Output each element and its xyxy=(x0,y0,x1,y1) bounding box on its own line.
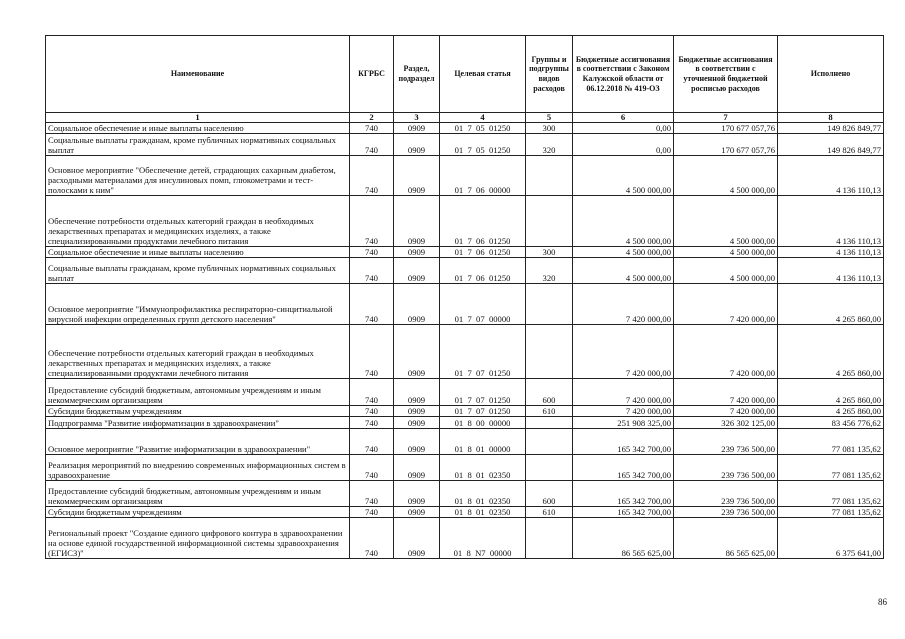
row-group: 600 xyxy=(526,379,573,406)
row-section: 0909 xyxy=(394,196,440,247)
row-law-amount: 7 420 000,00 xyxy=(573,406,674,417)
row-group xyxy=(526,455,573,481)
row-name: Основное мероприятие "Развитие информатизации в здравоохранении" xyxy=(46,429,350,455)
column-number: 4 xyxy=(440,113,526,123)
budget-table xyxy=(45,35,884,559)
row-group: 600 xyxy=(526,481,573,507)
row-section: 0909 xyxy=(394,429,440,455)
row-law-amount: 7 420 000,00 xyxy=(573,325,674,379)
row-name: Предоставление субсидий бюджетным, автономным учреждениям и иным некоммерческим организациям xyxy=(46,481,350,507)
header-executed: Исполнено xyxy=(778,36,884,113)
row-law-amount: 251 908 325,00 xyxy=(573,417,674,429)
row-name: Основное мероприятие "Обеспечение детей, страдающих сахарным диабетом, расходными материалами для инсулиновых помп, глюкометрами и тест-полосками к ним" xyxy=(46,156,350,196)
row-name: Предоставление субсидий бюджетным, автономным учреждениям и иным некоммерческим организациям xyxy=(46,379,350,406)
row-kgrbs: 740 xyxy=(350,481,394,507)
header-refined: Бюджетные ассигнования в соответствии с уточненной бюджетной росписью расходов xyxy=(674,36,778,113)
row-section: 0909 xyxy=(394,518,440,559)
row-executed-amount: 4 136 110,13 xyxy=(778,258,884,284)
row-section: 0909 xyxy=(394,156,440,196)
column-number: 8 xyxy=(778,113,884,123)
row-law-amount: 165 342 700,00 xyxy=(573,507,674,518)
row-executed-amount: 77 081 135,62 xyxy=(778,429,884,455)
row-refined-amount: 86 565 625,00 xyxy=(674,518,778,559)
row-refined-amount: 239 736 500,00 xyxy=(674,507,778,518)
row-law-amount: 7 420 000,00 xyxy=(573,284,674,325)
row-law-amount: 165 342 700,00 xyxy=(573,429,674,455)
row-group xyxy=(526,284,573,325)
row-refined-amount: 7 420 000,00 xyxy=(674,325,778,379)
table-row xyxy=(46,123,884,134)
row-executed-amount: 4 136 110,13 xyxy=(778,247,884,258)
row-refined-amount: 4 500 000,00 xyxy=(674,156,778,196)
row-kgrbs: 740 xyxy=(350,196,394,247)
row-name: Субсидии бюджетным учреждениям xyxy=(46,507,350,518)
row-section: 0909 xyxy=(394,417,440,429)
row-name: Подпрограмма "Развитие информатизации в здравоохранении" xyxy=(46,417,350,429)
row-group xyxy=(526,429,573,455)
row-refined-amount: 7 420 000,00 xyxy=(674,284,778,325)
row-law-amount: 86 565 625,00 xyxy=(573,518,674,559)
row-group: 300 xyxy=(526,123,573,134)
row-target: 01 7 06 00000 xyxy=(440,156,526,196)
row-law-amount: 4 500 000,00 xyxy=(573,247,674,258)
row-law-amount: 4 500 000,00 xyxy=(573,258,674,284)
row-target: 01 7 07 01250 xyxy=(440,379,526,406)
row-target: 01 8 00 00000 xyxy=(440,417,526,429)
row-kgrbs: 740 xyxy=(350,518,394,559)
header-section: Раздел, подраздел xyxy=(394,36,440,113)
row-name: Социальное обеспечение и иные выплаты населению xyxy=(46,123,350,134)
row-name: Реализация мероприятий по внедрению современных информационных систем в здравоохранение xyxy=(46,455,350,481)
row-executed-amount: 4 136 110,13 xyxy=(778,196,884,247)
row-executed-amount: 4 136 110,13 xyxy=(778,156,884,196)
row-law-amount: 7 420 000,00 xyxy=(573,379,674,406)
row-refined-amount: 4 500 000,00 xyxy=(674,196,778,247)
table-row xyxy=(46,325,884,379)
row-executed-amount: 4 265 860,00 xyxy=(778,379,884,406)
row-executed-amount: 4 265 860,00 xyxy=(778,325,884,379)
row-name: Социальные выплаты гражданам, кроме публичных нормативных социальных выплат xyxy=(46,258,350,284)
row-refined-amount: 326 302 125,00 xyxy=(674,417,778,429)
row-section: 0909 xyxy=(394,481,440,507)
row-kgrbs: 740 xyxy=(350,134,394,156)
header-name: Наименование xyxy=(46,36,350,113)
row-name: Основное мероприятие "Иммунопрофилактика респираторно-синцитиальной вирусной инфекции определенных групп детского населения" xyxy=(46,284,350,325)
row-section: 0909 xyxy=(394,507,440,518)
row-law-amount: 165 342 700,00 xyxy=(573,481,674,507)
row-target: 01 7 06 01250 xyxy=(440,247,526,258)
row-group xyxy=(526,196,573,247)
table-row xyxy=(46,507,884,518)
row-name: Социальное обеспечение и иные выплаты населению xyxy=(46,247,350,258)
row-refined-amount: 7 420 000,00 xyxy=(674,406,778,417)
row-executed-amount: 149 826 849,77 xyxy=(778,123,884,134)
row-kgrbs: 740 xyxy=(350,507,394,518)
row-target: 01 7 05 01250 xyxy=(440,123,526,134)
row-kgrbs: 740 xyxy=(350,379,394,406)
row-target: 01 8 01 02350 xyxy=(440,507,526,518)
column-number: 6 xyxy=(573,113,674,123)
row-law-amount: 4 500 000,00 xyxy=(573,196,674,247)
row-kgrbs: 740 xyxy=(350,247,394,258)
table-row xyxy=(46,417,884,429)
row-executed-amount: 77 081 135,62 xyxy=(778,481,884,507)
column-number: 5 xyxy=(526,113,573,123)
row-executed-amount: 149 826 849,77 xyxy=(778,134,884,156)
column-number: 1 xyxy=(46,113,350,123)
row-group xyxy=(526,156,573,196)
column-number-row xyxy=(46,113,884,123)
row-section: 0909 xyxy=(394,325,440,379)
row-target: 01 8 01 00000 xyxy=(440,429,526,455)
row-section: 0909 xyxy=(394,123,440,134)
row-name: Социальные выплаты гражданам, кроме публичных нормативных социальных выплат xyxy=(46,134,350,156)
row-target: 01 7 07 01250 xyxy=(440,325,526,379)
column-number: 7 xyxy=(674,113,778,123)
row-section: 0909 xyxy=(394,284,440,325)
page-number: 86 xyxy=(878,597,887,607)
row-target: 01 7 05 01250 xyxy=(440,134,526,156)
table-row xyxy=(46,455,884,481)
table-row xyxy=(46,284,884,325)
row-kgrbs: 740 xyxy=(350,258,394,284)
row-group xyxy=(526,518,573,559)
table-row xyxy=(46,247,884,258)
header-law: Бюджетные ассигнования в соответствии с Законом Калужской области от 06.12.2018 № 419-ОЗ xyxy=(573,36,674,113)
row-group: 300 xyxy=(526,247,573,258)
header-target: Целевая статья xyxy=(440,36,526,113)
row-target: 01 8 01 02350 xyxy=(440,455,526,481)
table-header-row xyxy=(46,36,884,113)
row-executed-amount: 77 081 135,62 xyxy=(778,507,884,518)
header-groups: Группы и подгруппы видов расходов xyxy=(526,36,573,113)
row-law-amount: 0,00 xyxy=(573,123,674,134)
row-target: 01 7 07 01250 xyxy=(440,406,526,417)
header-kgrbs: КГРБС xyxy=(350,36,394,113)
row-name: Региональный проект "Создание единого цифрового контура в здравоохранении на основе единой государственной информационной системы здравоохранения (ЕГИСЗ)" xyxy=(46,518,350,559)
table-row xyxy=(46,379,884,406)
row-target: 01 7 06 01250 xyxy=(440,196,526,247)
row-law-amount: 165 342 700,00 xyxy=(573,455,674,481)
row-executed-amount: 77 081 135,62 xyxy=(778,455,884,481)
table-row xyxy=(46,518,884,559)
row-refined-amount: 170 677 057,76 xyxy=(674,123,778,134)
row-kgrbs: 740 xyxy=(350,156,394,196)
row-refined-amount: 239 736 500,00 xyxy=(674,481,778,507)
row-law-amount: 0,00 xyxy=(573,134,674,156)
table-row xyxy=(46,156,884,196)
row-section: 0909 xyxy=(394,258,440,284)
row-refined-amount: 170 677 057,76 xyxy=(674,134,778,156)
row-kgrbs: 740 xyxy=(350,417,394,429)
row-kgrbs: 740 xyxy=(350,429,394,455)
row-group xyxy=(526,417,573,429)
row-executed-amount: 4 265 860,00 xyxy=(778,284,884,325)
row-kgrbs: 740 xyxy=(350,325,394,379)
row-kgrbs: 740 xyxy=(350,406,394,417)
row-group: 320 xyxy=(526,258,573,284)
table-row xyxy=(46,406,884,417)
row-group: 610 xyxy=(526,507,573,518)
row-group xyxy=(526,325,573,379)
row-executed-amount: 6 375 641,00 xyxy=(778,518,884,559)
row-executed-amount: 4 265 860,00 xyxy=(778,406,884,417)
row-name: Обеспечение потребности отдельных категорий граждан в необходимых лекарственных препаратах и медицинских изделиях, а также специализированными продуктами лечебного питания xyxy=(46,325,350,379)
row-refined-amount: 239 736 500,00 xyxy=(674,429,778,455)
row-kgrbs: 740 xyxy=(350,284,394,325)
row-executed-amount: 83 456 776,62 xyxy=(778,417,884,429)
row-kgrbs: 740 xyxy=(350,455,394,481)
row-name: Субсидии бюджетным учреждениям xyxy=(46,406,350,417)
row-section: 0909 xyxy=(394,379,440,406)
row-refined-amount: 7 420 000,00 xyxy=(674,379,778,406)
row-refined-amount: 4 500 000,00 xyxy=(674,247,778,258)
row-target: 01 8 01 02350 xyxy=(440,481,526,507)
column-number: 2 xyxy=(350,113,394,123)
row-law-amount: 4 500 000,00 xyxy=(573,156,674,196)
table-row xyxy=(46,481,884,507)
row-section: 0909 xyxy=(394,134,440,156)
table-row xyxy=(46,429,884,455)
column-number: 3 xyxy=(394,113,440,123)
row-name: Обеспечение потребности отдельных категорий граждан в необходимых лекарственных препаратах и медицинских изделиях, а также специализированными продуктами лечебного питания xyxy=(46,196,350,247)
row-section: 0909 xyxy=(394,406,440,417)
row-refined-amount: 239 736 500,00 xyxy=(674,455,778,481)
row-refined-amount: 4 500 000,00 xyxy=(674,258,778,284)
row-section: 0909 xyxy=(394,455,440,481)
row-group: 610 xyxy=(526,406,573,417)
row-target: 01 7 06 01250 xyxy=(440,258,526,284)
row-section: 0909 xyxy=(394,247,440,258)
row-target: 01 7 07 00000 xyxy=(440,284,526,325)
row-kgrbs: 740 xyxy=(350,123,394,134)
table-row xyxy=(46,134,884,156)
row-target: 01 8 N7 00000 xyxy=(440,518,526,559)
table-row xyxy=(46,196,884,247)
row-group: 320 xyxy=(526,134,573,156)
table-row xyxy=(46,258,884,284)
